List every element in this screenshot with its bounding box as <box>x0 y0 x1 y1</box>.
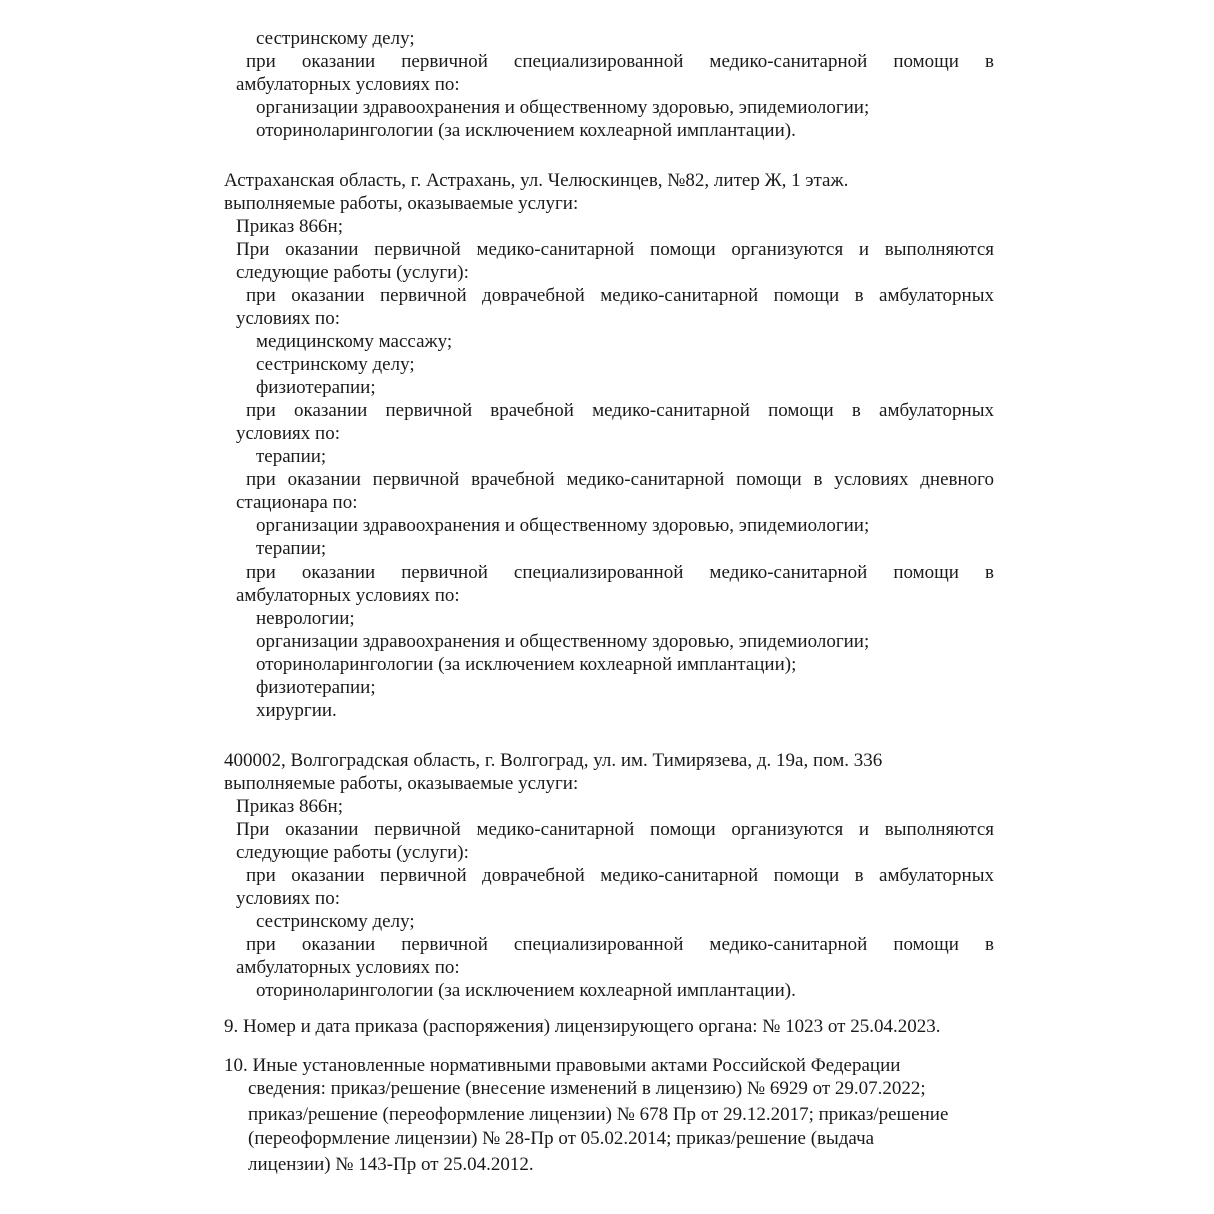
text-line: условиях по: <box>236 308 340 329</box>
text-line: при оказании первичной специализированной медико-санитарной помощи в <box>246 51 994 72</box>
list-item: терапии; <box>256 538 327 559</box>
item-10-line: 10. Иные установленные нормативными правовыми актами Российской Федерации <box>224 1055 901 1076</box>
order-label: Приказ 866н; <box>236 796 343 817</box>
works-heading: выполняемые работы, оказываемые услуги: <box>224 193 579 214</box>
text-line: амбулаторных условиях по: <box>236 585 460 606</box>
text-line: при оказании первичной доврачебной медико-санитарной помощи в амбулаторных <box>246 865 994 886</box>
item-10-line: сведения: приказ/решение (внесение изменений в лицензию) № 6929 от 29.07.2022; <box>248 1078 926 1099</box>
text-line: амбулаторных условиях по: <box>236 74 460 95</box>
text-line: при оказании первичной врачебной медико-санитарной помощи в амбулаторных <box>246 400 994 421</box>
item-10-line: приказ/решение (переоформление лицензии) № 678 Пр от 29.12.2017; приказ/решение <box>248 1104 949 1125</box>
item-9: 9. Номер и дата приказа (распоряжения) лицензирующего органа: № 1023 от 25.04.2023. <box>224 1016 941 1037</box>
item-10-line: лицензии) № 143-Пр от 25.04.2012. <box>248 1154 534 1175</box>
list-item: сестринскому делу; <box>256 911 415 932</box>
text-line: следующие работы (услуги): <box>236 262 469 283</box>
text-line: организации здравоохранения и общественному здоровью, эпидемиологии; <box>256 97 870 118</box>
address-astrakhan: Астраханская область, г. Астрахань, ул. Челюскинцев, №82, литер Ж, 1 этаж. <box>224 170 849 191</box>
order-label: Приказ 866н; <box>236 216 343 237</box>
text-line: стационара по: <box>236 492 358 513</box>
text-line: условиях по: <box>236 423 340 444</box>
text-line: При оказании первичной медико-санитарной помощи организуются и выполняются <box>236 819 994 840</box>
list-item: неврологии; <box>256 608 355 629</box>
text-line: следующие работы (услуги): <box>236 842 469 863</box>
text-line: при оказании первичной доврачебной медико-санитарной помощи в амбулаторных <box>246 285 994 306</box>
text-line: При оказании первичной медико-санитарной помощи организуются и выполняются <box>236 239 994 260</box>
list-item: терапии; <box>256 446 327 467</box>
item-10-line: (переоформление лицензии) № 28-Пр от 05.02.2014; приказ/решение (выдача <box>248 1128 875 1149</box>
list-item: физиотерапии; <box>256 377 376 398</box>
list-item: оториноларингологии (за исключением кохлеарной имплантации). <box>256 980 796 1001</box>
list-item: оториноларингологии (за исключением кохлеарной имплантации); <box>256 654 797 675</box>
list-item: хирургии. <box>256 700 337 721</box>
text-line: амбулаторных условиях по: <box>236 957 460 978</box>
text-line: оториноларингологии (за исключением кохлеарной имплантации). <box>256 120 796 141</box>
list-item: организации здравоохранения и общественному здоровью, эпидемиологии; <box>256 515 870 536</box>
text-line: условиях по: <box>236 888 340 909</box>
text-line: при оказании первичной специализированной медико-санитарной помощи в <box>246 934 994 955</box>
list-item: сестринскому делу; <box>256 354 415 375</box>
text-line: при оказании первичной врачебной медико-санитарной помощи в условиях дневного <box>246 469 994 490</box>
text-line: при оказании первичной специализированной медико-санитарной помощи в <box>246 562 994 583</box>
list-item: медицинскому массажу; <box>256 331 453 352</box>
works-heading: выполняемые работы, оказываемые услуги: <box>224 773 579 794</box>
list-item: физиотерапии; <box>256 677 376 698</box>
text-line: сестринскому делу; <box>256 28 415 49</box>
address-volgograd: 400002, Волгоградская область, г. Волгоград, ул. им. Тимирязева, д. 19а, пом. 336 <box>224 750 883 771</box>
list-item: организации здравоохранения и общественному здоровью, эпидемиологии; <box>256 631 870 652</box>
